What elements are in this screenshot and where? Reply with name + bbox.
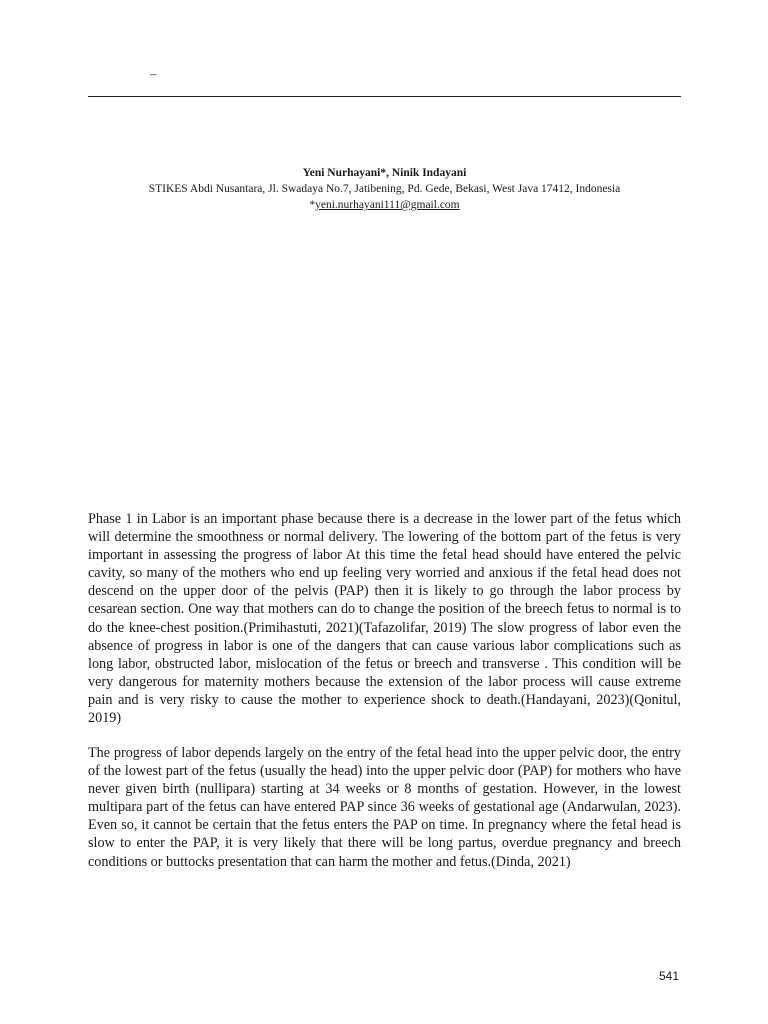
page-number: 541 bbox=[658, 969, 679, 983]
body-paragraph: The progress of labor depends largely on the entry of the fetal head into the upper pelvic door, the entry of the lowest part of the fetus (usually the head) into the upper pelvic door (PAP) for mothers who have never given birth (nullipara) starting at 34 weeks or 8 months of gestation. However, in the lowest multipara part of the fetus can have entered PAP since 36 weeks of gestational age (Andarwulan, 2023). Even so, it cannot be certain that the fetus enters the PAP on time. In pregnancy where the fetal head is slow to enter the PAP, it is very likely that there will be long partus, overdue pregnancy and breech conditions or buttocks presentation that can harm the mother and fetus.(Dinda, 2021) bbox=[88, 745, 681, 870]
affiliation: STIKES Abdi Nusantara, Jl. Swadaya No.7, Jatibening, Pd. Gede, Bekasi, West Java 17412, Indonesia bbox=[148, 183, 621, 195]
body-paragraph: Phase 1 in Labor is an important phase because there is a decrease in the lower part of the fetus which will determine the smoothness or normal delivery. The lowering of the bottom part of the fetus is very important in assessing the progress of labor At this time the fetal head should have entered the pelvic cavity, so many of the mothers who end up feeling very worried and anxious if the fetal head does not descend on the upper door of the pelvis (PAP) then it is likely to go through the labor process by cesarean section. One way that mothers can do to change the position of the breech fetus to normal is to do the knee-chest position.(Primihastuti, 2021)(Tafazolifar, 2019) The slow progress of labor even the absence of progress in labor is one of the dangers that can cause various labor complications such as long labor, obstructed labor, mislocation of the fetus or breech and transverse . This condition will be very dangerous for maternity mothers because the extension of the labor process will cause extreme pain and is very risky to cause the mother to experience shock to death.(Handayani, 2023)(Qonitul, 2019) bbox=[88, 511, 681, 727]
author-names: Yeni Nurhayani*, Ninik Indayani bbox=[302, 167, 467, 179]
email-line bbox=[88, 197, 681, 213]
header-mark: – bbox=[150, 66, 157, 81]
email-link[interactable]: yeni.nurhayani111@gmail.com bbox=[315, 199, 460, 211]
header-rule bbox=[88, 96, 681, 97]
email-prefix: * bbox=[309, 199, 316, 211]
authors-block bbox=[88, 165, 681, 213]
